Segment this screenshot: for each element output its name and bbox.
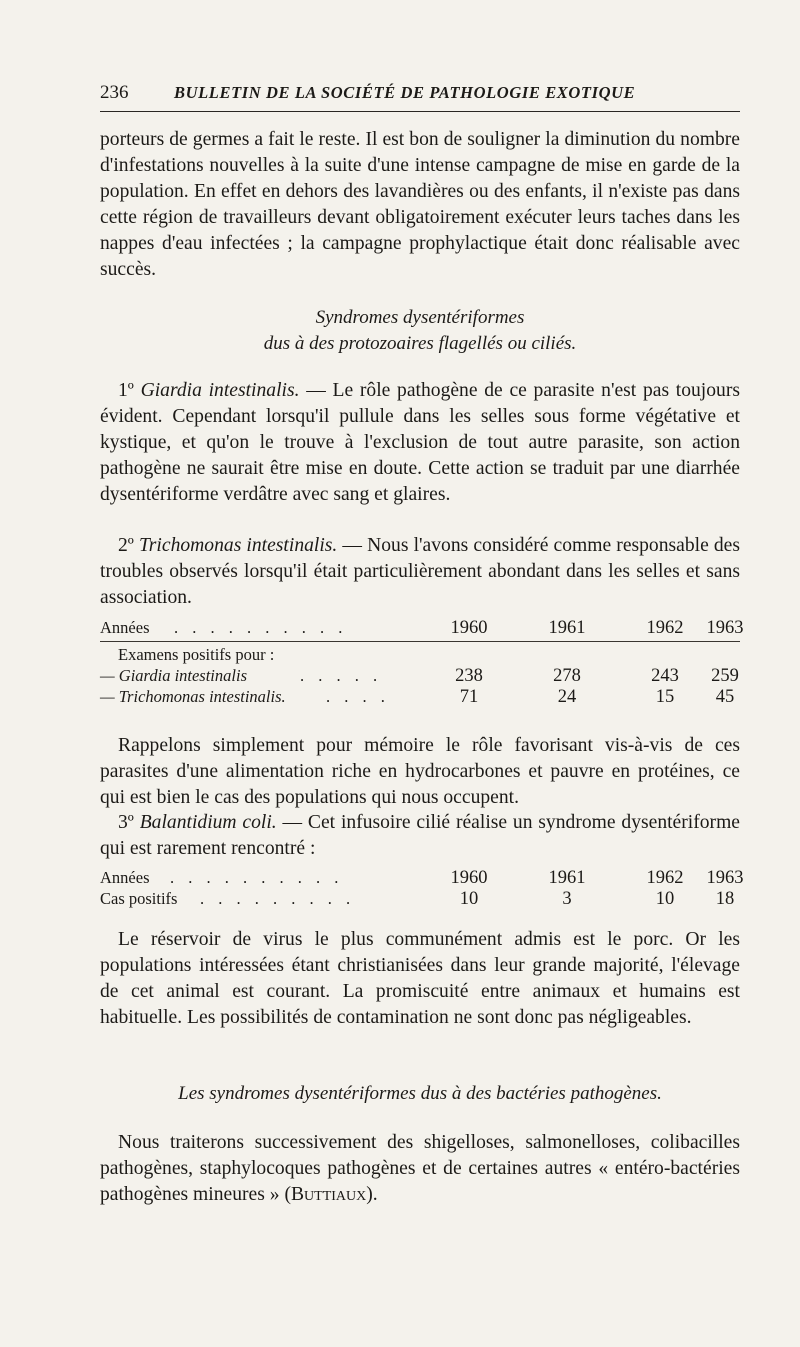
table-header-row: Années . . . . . . . . . . 1960 1961 1962 1963: [100, 618, 740, 639]
value-cell: 18: [715, 889, 735, 909]
value-cell: 259: [711, 666, 739, 686]
paragraph-reservoir: Le réservoir de virus le plus communément admis est le porc. Or les populations intéressées étant christianisées dans leur grande majorité, l'élevage de cet animal est courant. La promiscuité entre animaux et humains est habituelle. Les possibilités de contamination ne sont donc pas négligeables.: [100, 929, 740, 1028]
paragraph-text: — Nous l'avons considéré comme responsable des troubles observés lorsqu'il était particulièrement abondant dans les selles et sans association.: [100, 535, 741, 608]
section-heading-protozoa: [100, 305, 740, 357]
table-row: Cas positifs . . . . . . . . . 10 3 10 18: [100, 889, 740, 910]
heading-line-2: dus à des protozoaires flagellés ou ciliés.: [263, 333, 577, 354]
year-cell: 1961: [548, 618, 586, 638]
value-cell: 238: [455, 666, 483, 686]
paragraph-intro: porteurs de germes a fait le reste. Il est bon de souligner la diminution du nombre d'infestations nouvelles à la suite d'une intense campagne de mise en garde de la population. En effet en dehors des lavandières ou des enfants, il n'existe pas dans cette région de travailleurs devant obligatoirement exécuter leurs taches dans les nappes d'eau infectées ; la campagne prophylactique était donc réalisable avec succès.: [100, 129, 740, 280]
value-cell: 24: [557, 687, 577, 707]
table-balantidium: [100, 868, 744, 910]
row-label: — Trichomonas intestinalis.: [100, 687, 286, 706]
value-cell: 71: [459, 687, 479, 707]
item-number: 1º: [118, 380, 134, 401]
section-heading-bacteria: Les syndromes dysentériformes dus à des bactéries pathogènes.: [178, 1083, 662, 1104]
table-header-row: Années . . . . . . . . . . 1960 1961 1962 1963: [100, 868, 740, 889]
parasite-name: Giardia intestinalis.: [140, 380, 300, 401]
table-row: — Giardia intestinalis . . . . . 238 278 243 259: [100, 666, 740, 687]
year-cell: 1960: [450, 868, 488, 888]
row-label: — Giardia intestinalis: [100, 666, 247, 685]
table-subheader-row: [100, 645, 740, 666]
year-cell: 1960: [450, 618, 488, 638]
paragraph-text: Nous traiterons successivement des shigelloses, salmonelloses, colibacilles pathogènes, staphylocoques pathogènes et de certaines autres « entéro-bactéries pathogènes mineures » (: [100, 1132, 740, 1205]
table-row: — Trichomonas intestinalis. . . . . 71 24 15 45: [100, 687, 740, 708]
year-cell: 1962: [646, 618, 684, 638]
header-rule: [100, 111, 740, 112]
paragraph-text: — Le rôle pathogène de ce parasite n'est pas toujours évident. Cependant lorsqu'il pullule dans les selles sous forme végétative et kystique, et qu'on le trouve à l'exclusion de tout autre parasite, son action pathogène ne saurait être mise en doute. Cette action se traduit par une diarrhée dysentériforme verdâtre avec sang et glaires.: [100, 380, 740, 505]
value-cell: 10: [655, 889, 675, 909]
year-cell: 1963: [706, 868, 744, 888]
paragraph-text: — Cet infusoire cilié réalise un syndrome dysentériforme qui est rarement rencontré :: [100, 812, 741, 859]
year-cell: 1962: [646, 868, 684, 888]
value-cell: 45: [715, 687, 735, 707]
heading-line-1: Syndromes dysentériformes: [315, 307, 525, 328]
table-header-label: Années: [100, 618, 150, 637]
page-number: 236: [100, 82, 129, 103]
value-cell: 278: [553, 666, 581, 686]
value-cell: 10: [459, 889, 479, 909]
value-cell: 3: [562, 889, 572, 909]
year-cell: 1963: [706, 618, 744, 638]
value-cell: 243: [651, 666, 679, 686]
paragraph-bacteria: Nous traiterons successivement des shigelloses, salmonelloses, colibacilles pathogènes, staphylocoques pathogènes et de certaines autres « entéro-bactéries pathogènes mineures » (Buttiaux).: [100, 1132, 740, 1205]
row-label: Cas positifs: [100, 889, 178, 908]
paragraph-trichomonas: [100, 533, 740, 611]
running-title: BULLETIN DE LA SOCIÉTÉ DE PATHOLOGIE EXOTIQUE: [174, 83, 636, 102]
paragraph-balantidium: [100, 810, 740, 862]
page-header: [100, 82, 740, 108]
item-number: 3º: [118, 812, 134, 833]
row-label: Années: [100, 868, 150, 887]
table-protozoa-flagellates: [100, 618, 744, 708]
author-name: Buttiaux: [290, 1183, 367, 1205]
parasite-name: Balantidium coli.: [139, 812, 277, 833]
value-cell: 15: [655, 687, 675, 707]
paragraph-diet: Rappelons simplement pour mémoire le rôle favorisant vis-à-vis de ces parasites d'une alimentation riche en hydrocarbones et pauvre en protéines, ce qui est bien le cas des populations qui nous occupent.: [100, 735, 740, 808]
item-number: 2º: [118, 535, 134, 556]
year-cell: 1961: [548, 868, 586, 888]
table-separator: [100, 641, 740, 642]
table-subheader: Examens positifs pour :: [118, 645, 275, 664]
paragraph-giardia: [100, 378, 740, 508]
parasite-name: Trichomonas intestinalis.: [138, 535, 338, 556]
